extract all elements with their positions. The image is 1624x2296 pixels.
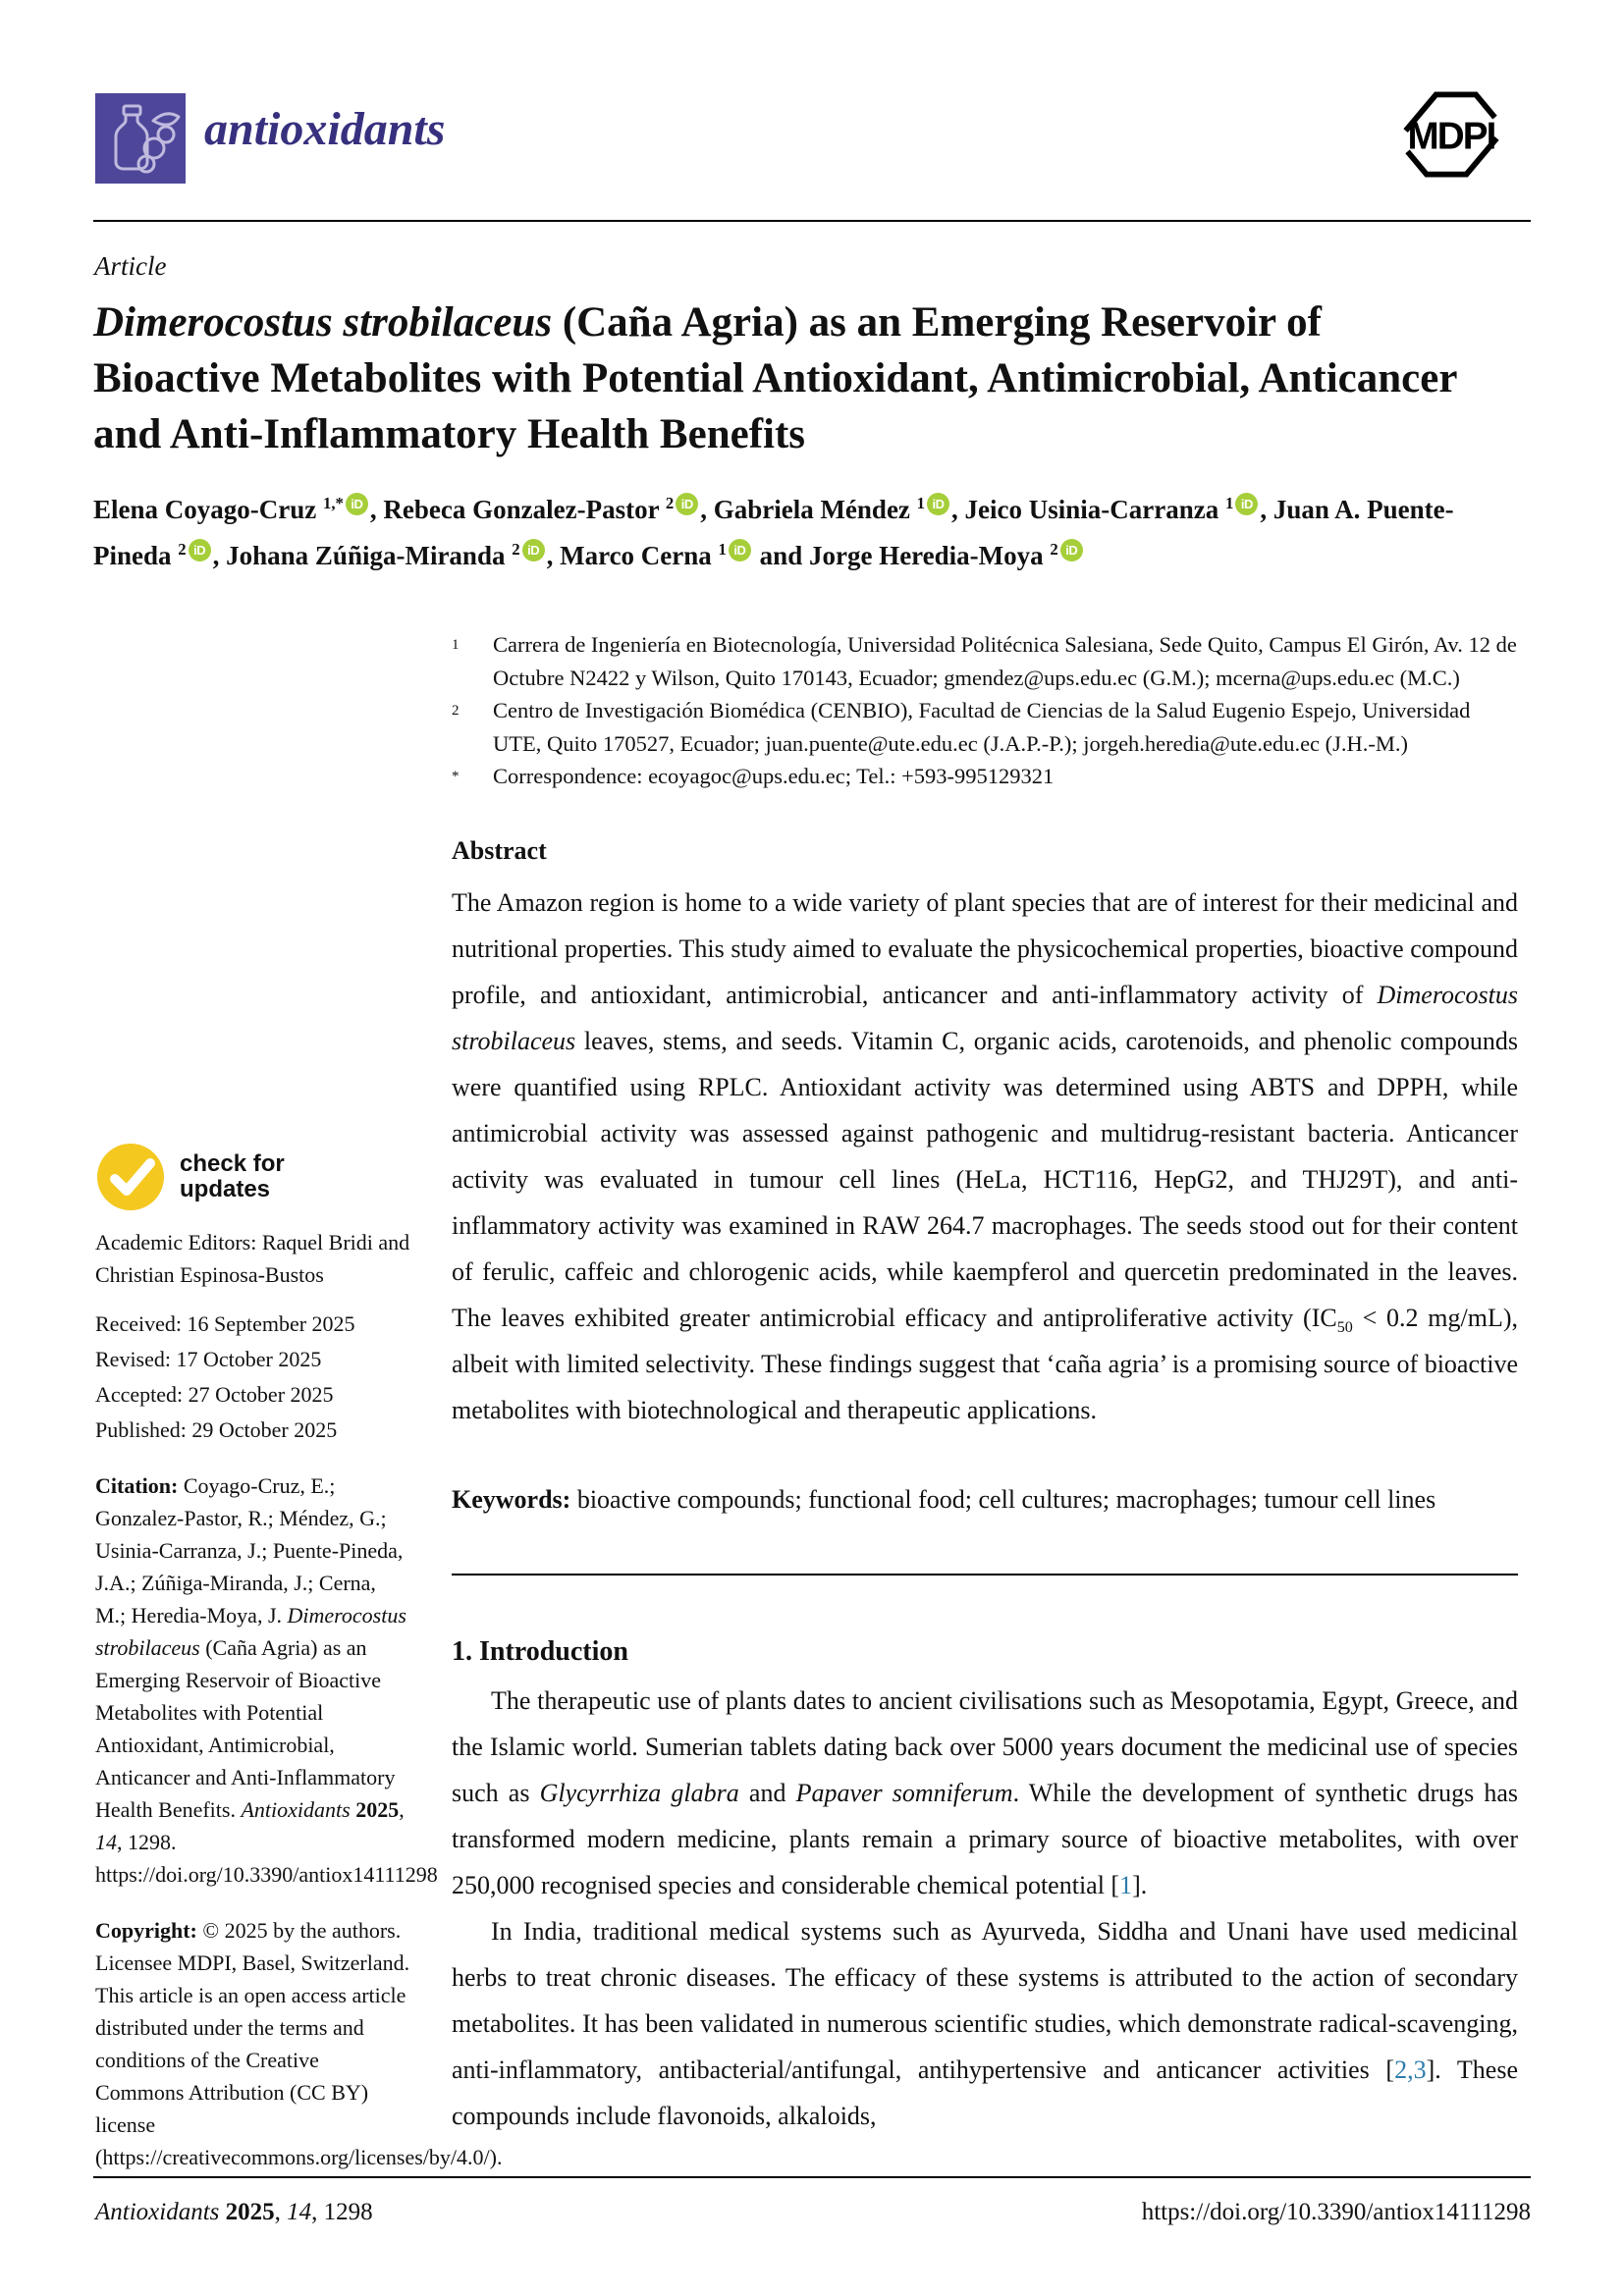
academic-editors: Academic Editors: Raquel Bridi and Christian Espinosa-Bustos: [95, 1230, 410, 1287]
orcid-icon[interactable]: iD: [1235, 493, 1258, 515]
main-column: [452, 628, 1518, 2139]
mdpi-logo[interactable]: [1394, 80, 1508, 188]
copyright-block: Copyright: © 2025 by the authors. Licensee MDPI, Basel, Switzerland. This article is an open access article distributed under the terms and conditions of the Creative Commons Attribution (CC BY) license (https://creativecommons.org/licenses/by/4.0/).: [95, 1918, 503, 2169]
orcid-icon[interactable]: iD: [927, 493, 949, 515]
affiliation-item-correspondence: [452, 760, 1518, 797]
abstract-text: The Amazon region is home to a wide variety of plant species that are of interest for their medicinal and nutritional properties. This study aimed to evaluate the physicochemical properties, bioactive compound profile, and antioxidant, antimicrobial, anticancer and anti-inflammatory activity of Dimerocostus strobilaceus leaves, stems, and seeds. Vitamin C, organic acids, carotenoids, and phenolic compounds were quantified using RPLC. Antioxidant activity was determined using ABTS and DPPH, while antimicrobial activity was assessed against pathogenic and multidrug-resistant bacteria. Anticancer activity was evaluated in tumour cell lines (HeLa, HCT116, HepG2, and THJ29T), and anti-inflammatory activity was examined in RAW 264.7 macrophages. The seeds stood out for their content of ferulic, caffeic and chlorogenic acids, while kaempferol and quercetin predominated in the leaves. The leaves exhibited greater antimicrobial efficacy and antiproliferative activity ($IC_{50} < 0.2$ mg/mL), albeit with limited selectivity. These findings suggest that ‘caña agria’ is a promising source of bioactive metabolites with biotechnological and therapeutic applications.: [452, 887, 1519, 1424]
affiliation-marker: *: [452, 769, 460, 784]
sidebar-column: [95, 1142, 503, 2173]
affiliation-marker: 2: [452, 703, 460, 719]
correspondence-text: Correspondence: ecoyagoc@ups.edu.ec; Tel.: +593-995129321: [493, 764, 1055, 788]
footer-rule: [93, 2176, 1531, 2178]
affiliation-text: Centro de Investigación Biomédica (CENBIO), Facultad de Ciencias de la Salud Eugenio Espejo, Universidad UTE, Quito 170527, Ecuador; juan.puente@ute.edu.ec (J.A.P.-P.); jorgeh.heredia@ute.edu.ec (J.H.-M.): [493, 698, 1471, 756]
accepted-date: Accepted: 27 October 2025: [95, 1382, 334, 1407]
journal-logo[interactable]: [95, 93, 186, 184]
orcid-icon[interactable]: iD: [676, 493, 698, 515]
paper-title: Dimerocostus strobilaceus (Caña Agria) as an Emerging Reservoir of Bioactive Metabolites with Potential Antioxidant, Antimicrobial, Anticancer and Anti-Inflammatory Health Benefits: [93, 299, 1457, 457]
svg-text:MDPI: MDPI: [1407, 115, 1495, 158]
section-divider: [452, 1574, 1518, 1575]
intro-paragraph-1: The therapeutic use of plants dates to ancient civilisations such as Mesopotamia, Egypt, Greece, and the Islamic world. Sumerian tablets dating back over 5000 years document the medicinal use of species such as Glycyrrhiza glabra and Papaver somniferum. While the development of synthetic drugs has transformed modern medicine, plants remain a primary source of bioactive metabolites, with over 250,000 recognised species and considerable chemical potential [1].: [452, 1685, 1519, 1899]
reference-link[interactable]: 2,3: [1394, 2055, 1427, 2084]
published-date: Published: 29 October 2025: [95, 1417, 338, 1442]
affiliation-marker: 1: [452, 637, 460, 653]
abstract-heading: Abstract: [452, 835, 547, 865]
check-for-updates-label: check for updates: [180, 1150, 285, 1202]
revised-date: Revised: 17 October 2025: [95, 1347, 322, 1371]
orcid-icon[interactable]: iD: [346, 493, 368, 515]
header-rule: [93, 220, 1531, 222]
journal-wordmark: antioxidants: [204, 103, 446, 155]
check-icon: [95, 1142, 166, 1212]
authors-line: Elena Coyago-Cruz $^{1,*}$ iD , Rebeca Gonzalez-Pastor $^2$ iD , Gabriela Méndez $^1$ iD , Jeico Usinia-Carranza $^1$ iD , Juan A. Puente-Pineda $^2$ iD , Johana Zúñiga-Miranda $^2$ iD , Marco Cerna $^1$ iD and Jorge Heredia-Moya $^2$ iD: [93, 494, 1454, 570]
intro-paragraph-2: In India, traditional medical systems such as Ayurveda, Siddha and Unani have used medicinal herbs to treat chronic diseases. The efficacy of these systems is attributed to the action of secondary metabolites. It has been validated in numerous scientific studies, which demonstrate radical-scavenging, anti-inflammatory, antibacterial/antifungal, antihypertensive and anticancer activities [2,3]. These compounds include flavonoids, alkaloids,: [452, 1916, 1518, 2130]
orcid-icon[interactable]: iD: [189, 539, 211, 561]
received-date: Received: 16 September 2025: [95, 1311, 355, 1336]
check-for-updates-badge[interactable]: [95, 1142, 411, 1212]
article-type-label: Article: [94, 251, 167, 281]
affiliation-text: Carrera de Ingeniería en Biotecnología, Universidad Politécnica Salesiana, Sede Quito, Campus El Girón, Av. 12 de Octubre N2422 y Wilson, Quito 170143, Ecuador; gmendez@ups.edu.ec (G.M.); mcerna@ups.edu.ec (M.C.): [493, 632, 1517, 690]
reference-link[interactable]: 1: [1119, 1870, 1133, 1899]
citation-block: Citation: Coyago-Cruz, E.; Gonzalez-Pastor, R.; Méndez, G.; Usinia-Carranza, J.; Puente-Pineda, J.A.; Zúñiga-Miranda, J.; Cerna, M.; Heredia-Moya, J. Dimerocostus strobilaceus (Caña Agria) as an Emerging Reservoir of Bioactive Metabolites with Potential Antioxidant, Antimicrobial, Anticancer and Anti-Inflammatory Health Benefits. Antioxidants 2025, 14, 1298. https://doi.org/10.3390/antiox14111298: [95, 1473, 438, 1887]
affiliation-item-1: [452, 628, 1518, 694]
keywords-text: Keywords: bioactive compounds; functional food; cell cultures; macrophages; tumour cell lines: [452, 1484, 1436, 1514]
bottle-berries-icon: [95, 93, 186, 184]
footer-journal-ref: Antioxidants 2025, 14, 1298: [95, 2199, 373, 2225]
introduction-heading: 1. Introduction: [452, 1635, 628, 1667]
orcid-icon[interactable]: iD: [729, 539, 751, 561]
footer-doi-link[interactable]: https://doi.org/10.3390/antiox14111298: [1141, 2199, 1531, 2225]
affiliation-item-2: [452, 694, 1518, 760]
history-dates: [95, 1307, 411, 1448]
orcid-icon[interactable]: iD: [522, 539, 545, 561]
orcid-icon[interactable]: iD: [1060, 539, 1083, 561]
